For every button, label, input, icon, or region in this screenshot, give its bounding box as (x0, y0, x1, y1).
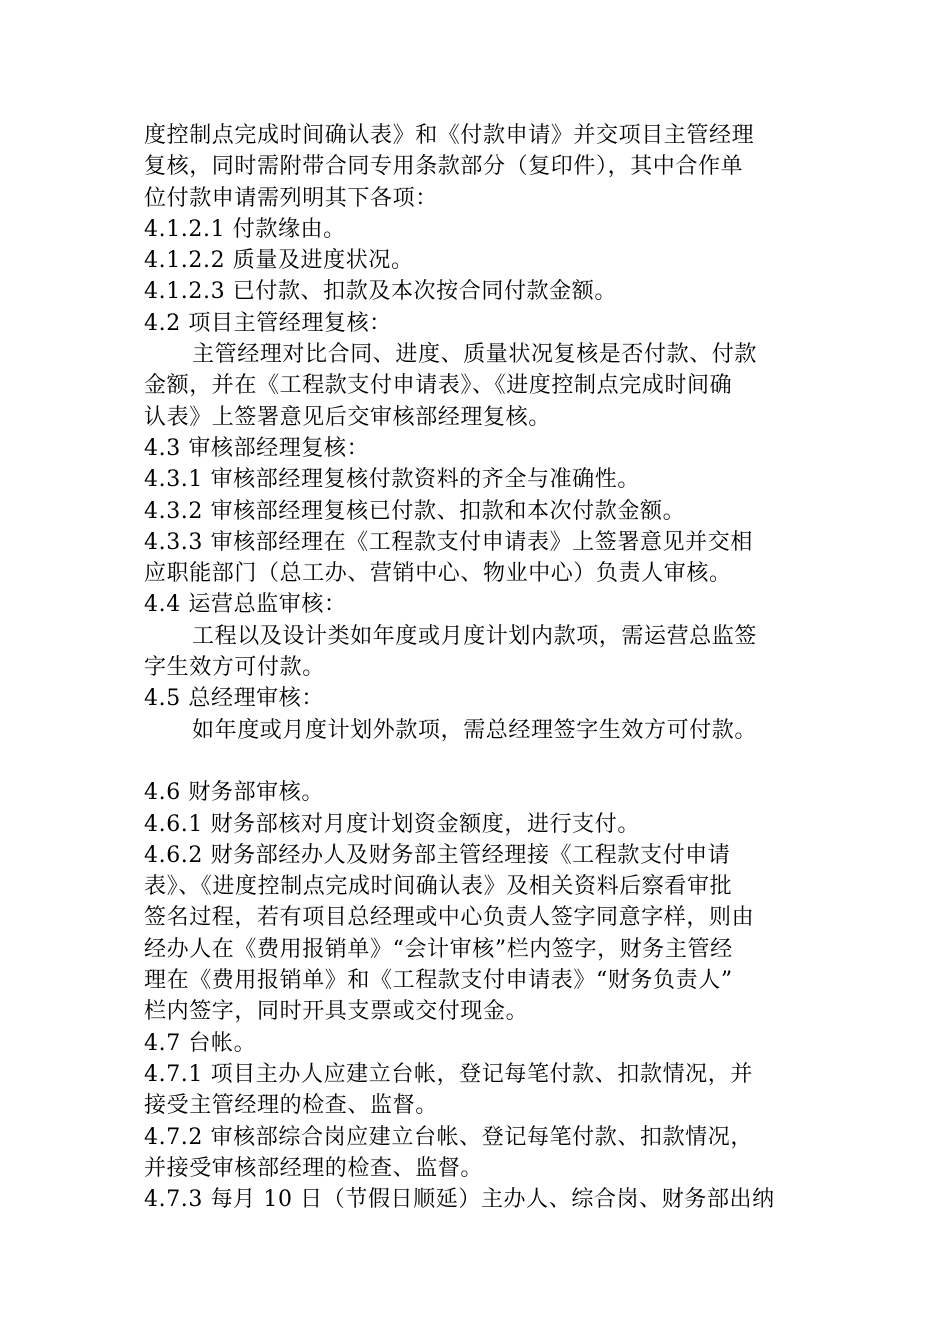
text-line: 金额，并在《工程款支付申请表》、《进度控制点完成时间确 (144, 373, 733, 399)
text-line: 复核，同时需附带合同专用条款部分（复印件），其中合作单 (144, 154, 744, 180)
text-line: 4.3.2 审核部经理复核已付款、扣款和本次付款金额。 (144, 498, 686, 524)
text-line: 签名过程，若有项目总经理或中心负责人签字同意字样，则由 (144, 905, 755, 931)
text-line: 度控制点完成时间确认表》和《付款申请》并交项目主管经理 (144, 123, 755, 148)
text-line: 主管经理对比合同、进度、质量状况复核是否付款、付款 (192, 342, 758, 368)
text-line: 4.7.2 审核部综合岗应建立台帐、登记每笔付款、扣款情况， (144, 1124, 753, 1150)
text-line: 理在《费用报销单》和《工程款支付申请表》“财务负责人” (144, 968, 733, 994)
text-line: 如年度或月度计划外款项，需总经理签字生效方可付款。 (192, 717, 758, 743)
text-line: 4.7.1 项目主办人应建立台帐，登记每笔付款、扣款情况，并 (144, 1061, 753, 1087)
text-line: 4.5 总经理审核： (144, 686, 324, 712)
text-line: 4.1.2.1 付款缘由。 (144, 216, 346, 242)
text-line: 4.2 项目主管经理复核： (144, 310, 392, 336)
text-line: 位付款申请需列明其下各项： (144, 185, 438, 211)
text-line: 4.6 财务部审核。 (144, 780, 324, 806)
blank-line (144, 746, 812, 777)
text-line: 栏内签字，同时开具支票或交付现金。 (144, 999, 529, 1025)
text-line: 4.6.2 财务部经办人及财务部主管经理接《工程款支付申请 (144, 842, 731, 868)
text-line: 4.3 审核部经理复核： (144, 435, 370, 461)
text-line: 表》、《进度控制点完成时间确认表》及相关资料后察看审批 (144, 874, 733, 900)
text-line: 经办人在《费用报销单》“会计审核”栏内签字，财务主管经 (144, 936, 733, 962)
text-line: 接受主管经理的检查、监督。 (144, 1093, 438, 1119)
document-page (144, 120, 812, 1215)
text-line: 4.6.1 财务部核对月度计划资金额度，进行支付。 (144, 811, 640, 837)
text-line: 4.1.2.2 质量及进度状况。 (144, 248, 414, 274)
text-line: 4.3.3 审核部经理在《工程款支付申请表》上签署意见并交相 (144, 529, 753, 555)
text-line: 4.4 运营总监审核： (144, 592, 347, 618)
text-line: 认表》上签署意见后交审核部经理复核。 (144, 404, 551, 430)
text-line: 并接受审核部经理的检查、监督。 (144, 1155, 484, 1181)
text-line: 应职能部门（总工办、营销中心、物业中心）负责人审核。 (144, 561, 732, 587)
text-line: 字生效方可付款。 (144, 655, 325, 681)
text-line: 4.7 台帐。 (144, 1030, 257, 1056)
text-line: 4.1.2.3 已付款、扣款及本次按合同付款金额。 (144, 279, 617, 305)
text-line: 工程以及设计类如年度或月度计划内款项，需运营总监签 (192, 623, 758, 649)
text-line: 4.3.1 审核部经理复核付款资料的齐全与准确性。 (144, 467, 640, 493)
text-line: 4.7.3 每月 10 日（节假日顺延）主办人、综合岗、财务部出纳 (144, 1187, 775, 1213)
